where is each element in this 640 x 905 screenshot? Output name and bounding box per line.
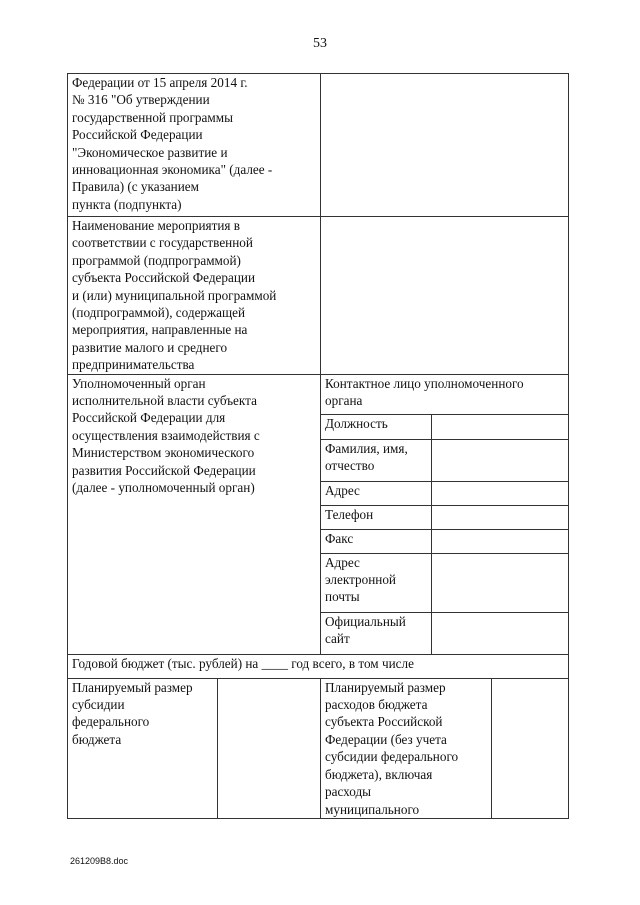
regional-expenses-value-cell [492, 678, 569, 818]
contact-fax-label: Факс [321, 529, 432, 553]
application-form-table [67, 73, 569, 819]
rules-reference-row [68, 74, 569, 217]
rules-reference-label: Федерации от 15 апреля 2014 г. № 316 "Об утверждении государственной программы Российской Федерации "Экономическое развитие и инновационная экономика" (далее - Правила) (с указанием пункта (подпункта) [68, 74, 321, 217]
event-name-label: Наименование мероприятия в соответствии с государственной программой (подпрограммой) субъекта Российской Федерации и (или) муниципальной программой (подпрограммой), содержащей мероприятия, направленные на развитие малого и среднего предпринимательства [68, 217, 321, 375]
contact-phone-label: Телефон [321, 505, 432, 529]
federal-subsidy-value-cell [218, 678, 321, 818]
federal-subsidy-label: Планируемый размер субсидии федерального бюджета [68, 678, 218, 818]
annual-budget-label: Годовой бюджет (тыс. рублей) на ____ год всего, в том числе [68, 654, 569, 678]
contact-address-label: Адрес [321, 481, 432, 505]
contact-address-value-cell [432, 481, 569, 505]
contact-full-name-value-cell [432, 439, 569, 481]
annual-budget-row [68, 654, 569, 678]
event-name-row [68, 217, 569, 375]
contact-fax-value-cell [432, 529, 569, 553]
contact-website-label: Официальный сайт [321, 612, 432, 654]
page-number: 53 [313, 36, 327, 51]
contact-email-value-cell [432, 553, 569, 612]
regional-expenses-label: Планируемый размер расходов бюджета субъекта Российской Федерации (без учета субсидии федерального бюджета), включая расходы муниципального [321, 678, 492, 818]
planned-amounts-row [68, 678, 569, 818]
contact-phone-value-cell [432, 505, 569, 529]
rules-reference-value-cell [321, 74, 569, 217]
file-name-footer: 261209B8.doc [70, 856, 129, 866]
authorized-body-label: Уполномоченный орган исполнительной власти субъекта Российской Федерации для осуществления взаимодействия с Министерством экономического развития Российской Федерации (далее - уполномоченный орган) [68, 374, 321, 654]
contact-position-label: Должность [321, 414, 432, 439]
contact-full-name-label: Фамилия, имя, отчество [321, 439, 432, 481]
contact-person-header: Контактное лицо уполномоченного органа [321, 374, 569, 414]
contact-email-label: Адрес электронной почты [321, 553, 432, 612]
authorized-body-row [68, 374, 569, 414]
contact-position-value-cell [432, 414, 569, 439]
event-name-value-cell [321, 217, 569, 375]
contact-website-value-cell [432, 612, 569, 654]
